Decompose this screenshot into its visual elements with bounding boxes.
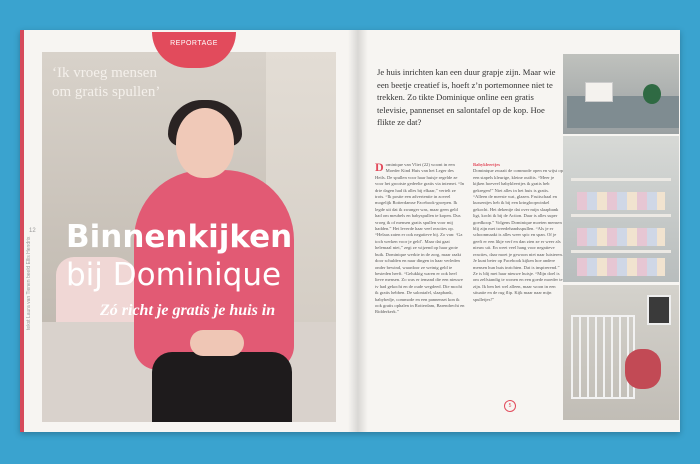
crib (571, 315, 635, 399)
intro-text: Je huis inrichten kan een duur grapje zijn. Maar wie een beetje creatief is, hoeft z’n portemonnee niet te trekken. Zo tikte Dominique online een gratis televisie, pannenset en salontafel op de kop. Hoe flikte ze dat? (377, 67, 556, 128)
column-2-text: Dominique zwaait de commode open en wijst op een stapels kleurige, kleine outfits. “Meer je kijken hoeveel babykleertjes ik gratis heb gekregen!” Niet alles in het huis is gratis. “Alleen de meeste wat, glazen. Fruitschaal en kussentjes heb ik bij een kringloopwinkel gekocht. Het dekentje dat over mijn slaapbank ligt, kocht ik bij de Action. Daar is alles super goedkoop.” Volgens Dominique moeten mensen blij zijn met tweedehandsspullen. “Als je er schoonmaakt is alles weer spic en span. Of je geeft er een likje verf en dan zien ze er weer als nieuw uit. En weet veel hang voor negatieve reacties, daar moet je gewoon niet naar luisteren. Je kunt beter op Facebook kijken hoe andere mensen hun huis inrichten. Dat is inspirerend.” Ze is blij met haar nieuwe huisje. “Mijn doel is om zelfstandig te wonen en een goede moeder te zijn. Ik ben het wel alleen, maar woon in een situatie en de rug flip. Kijk maar naar mijn spulletjes!” (473, 168, 563, 302)
column-heading: Babykleertjes (473, 162, 501, 167)
car-seat (625, 349, 661, 389)
photo-living-room (563, 54, 679, 134)
page-number-left: 12 (29, 228, 36, 234)
headline-line2: bij Dominique (66, 257, 282, 293)
photo-nursery (563, 285, 679, 420)
article-column-2 (473, 162, 563, 418)
spine-fold (348, 30, 368, 432)
section-badge: REPORTAGE (152, 32, 236, 68)
article-column-1 (375, 162, 465, 418)
green-vase (643, 84, 661, 104)
coffee-table (567, 96, 679, 128)
photo-wardrobe (563, 136, 679, 282)
person-hands (190, 330, 244, 356)
drop-cap: D (375, 162, 384, 174)
person-face (176, 108, 234, 178)
folded-clothes (577, 192, 665, 210)
tissue-box (585, 82, 613, 102)
magazine-spread (20, 30, 680, 432)
page-number-right: 5 (504, 400, 516, 412)
folded-clothes (577, 228, 665, 246)
pull-quote: ‘Ik vroeg mensen om gratis spullen’ (52, 65, 161, 100)
headline (66, 218, 336, 294)
headline-line1: Binnenkijken (66, 219, 293, 255)
folded-clothes (577, 258, 665, 276)
subheadline: Zó richt je gratis je huis in (100, 302, 276, 319)
picture-frame (647, 295, 671, 325)
person-legs (152, 352, 292, 422)
page-edge (20, 30, 24, 432)
photo-credit: tekst Laura van Tienen beeld Ellis Hendrix (26, 236, 32, 330)
column-1-text: ominique van Vliet (22) woont in een Moeder Kind Huis van het Leger des Heils. De spullen voor haar huisje regelde ze voor het grootste gedeelte gratis via internet. “In drie dagen had ik alles bij elkaar,” vertelt ze trots. “Ik postte een advertentie in zoveel mogelijk Rotterdamse Facebook-groepen. Ik legde uit dat ik zwanger was, maar geen geld had om meubels en babyspullen te kopen. Dus vroeg ik of mensen gratis spullen voor mij hadden.” Het leverde haar veel reacties op. “Helaas zaten er ook negatieve bij. Zo van: ‘Ga toch werken voor je geld’. Maar dat gaat helemaal niet,” zegt ze wijzend op haar grote buik. Dominique werkte in de zorg, maar raakt door schulden en naar dingen in haar verleden onder bewind, waardoor ze weinig geld te besteden heeft. “Gelukkig waren er ook heel lieve mensen. Zo was er iemand die een nieuwe tv had gekocht en de oude wegdeed. Die mocht ik gratis hebben. De salontafel, slaapbank, babybedje, commode en een pannenset kon ik ook gratis ophalen in Rotterdam, Barendrecht en Ridderkerk.” (375, 162, 465, 315)
